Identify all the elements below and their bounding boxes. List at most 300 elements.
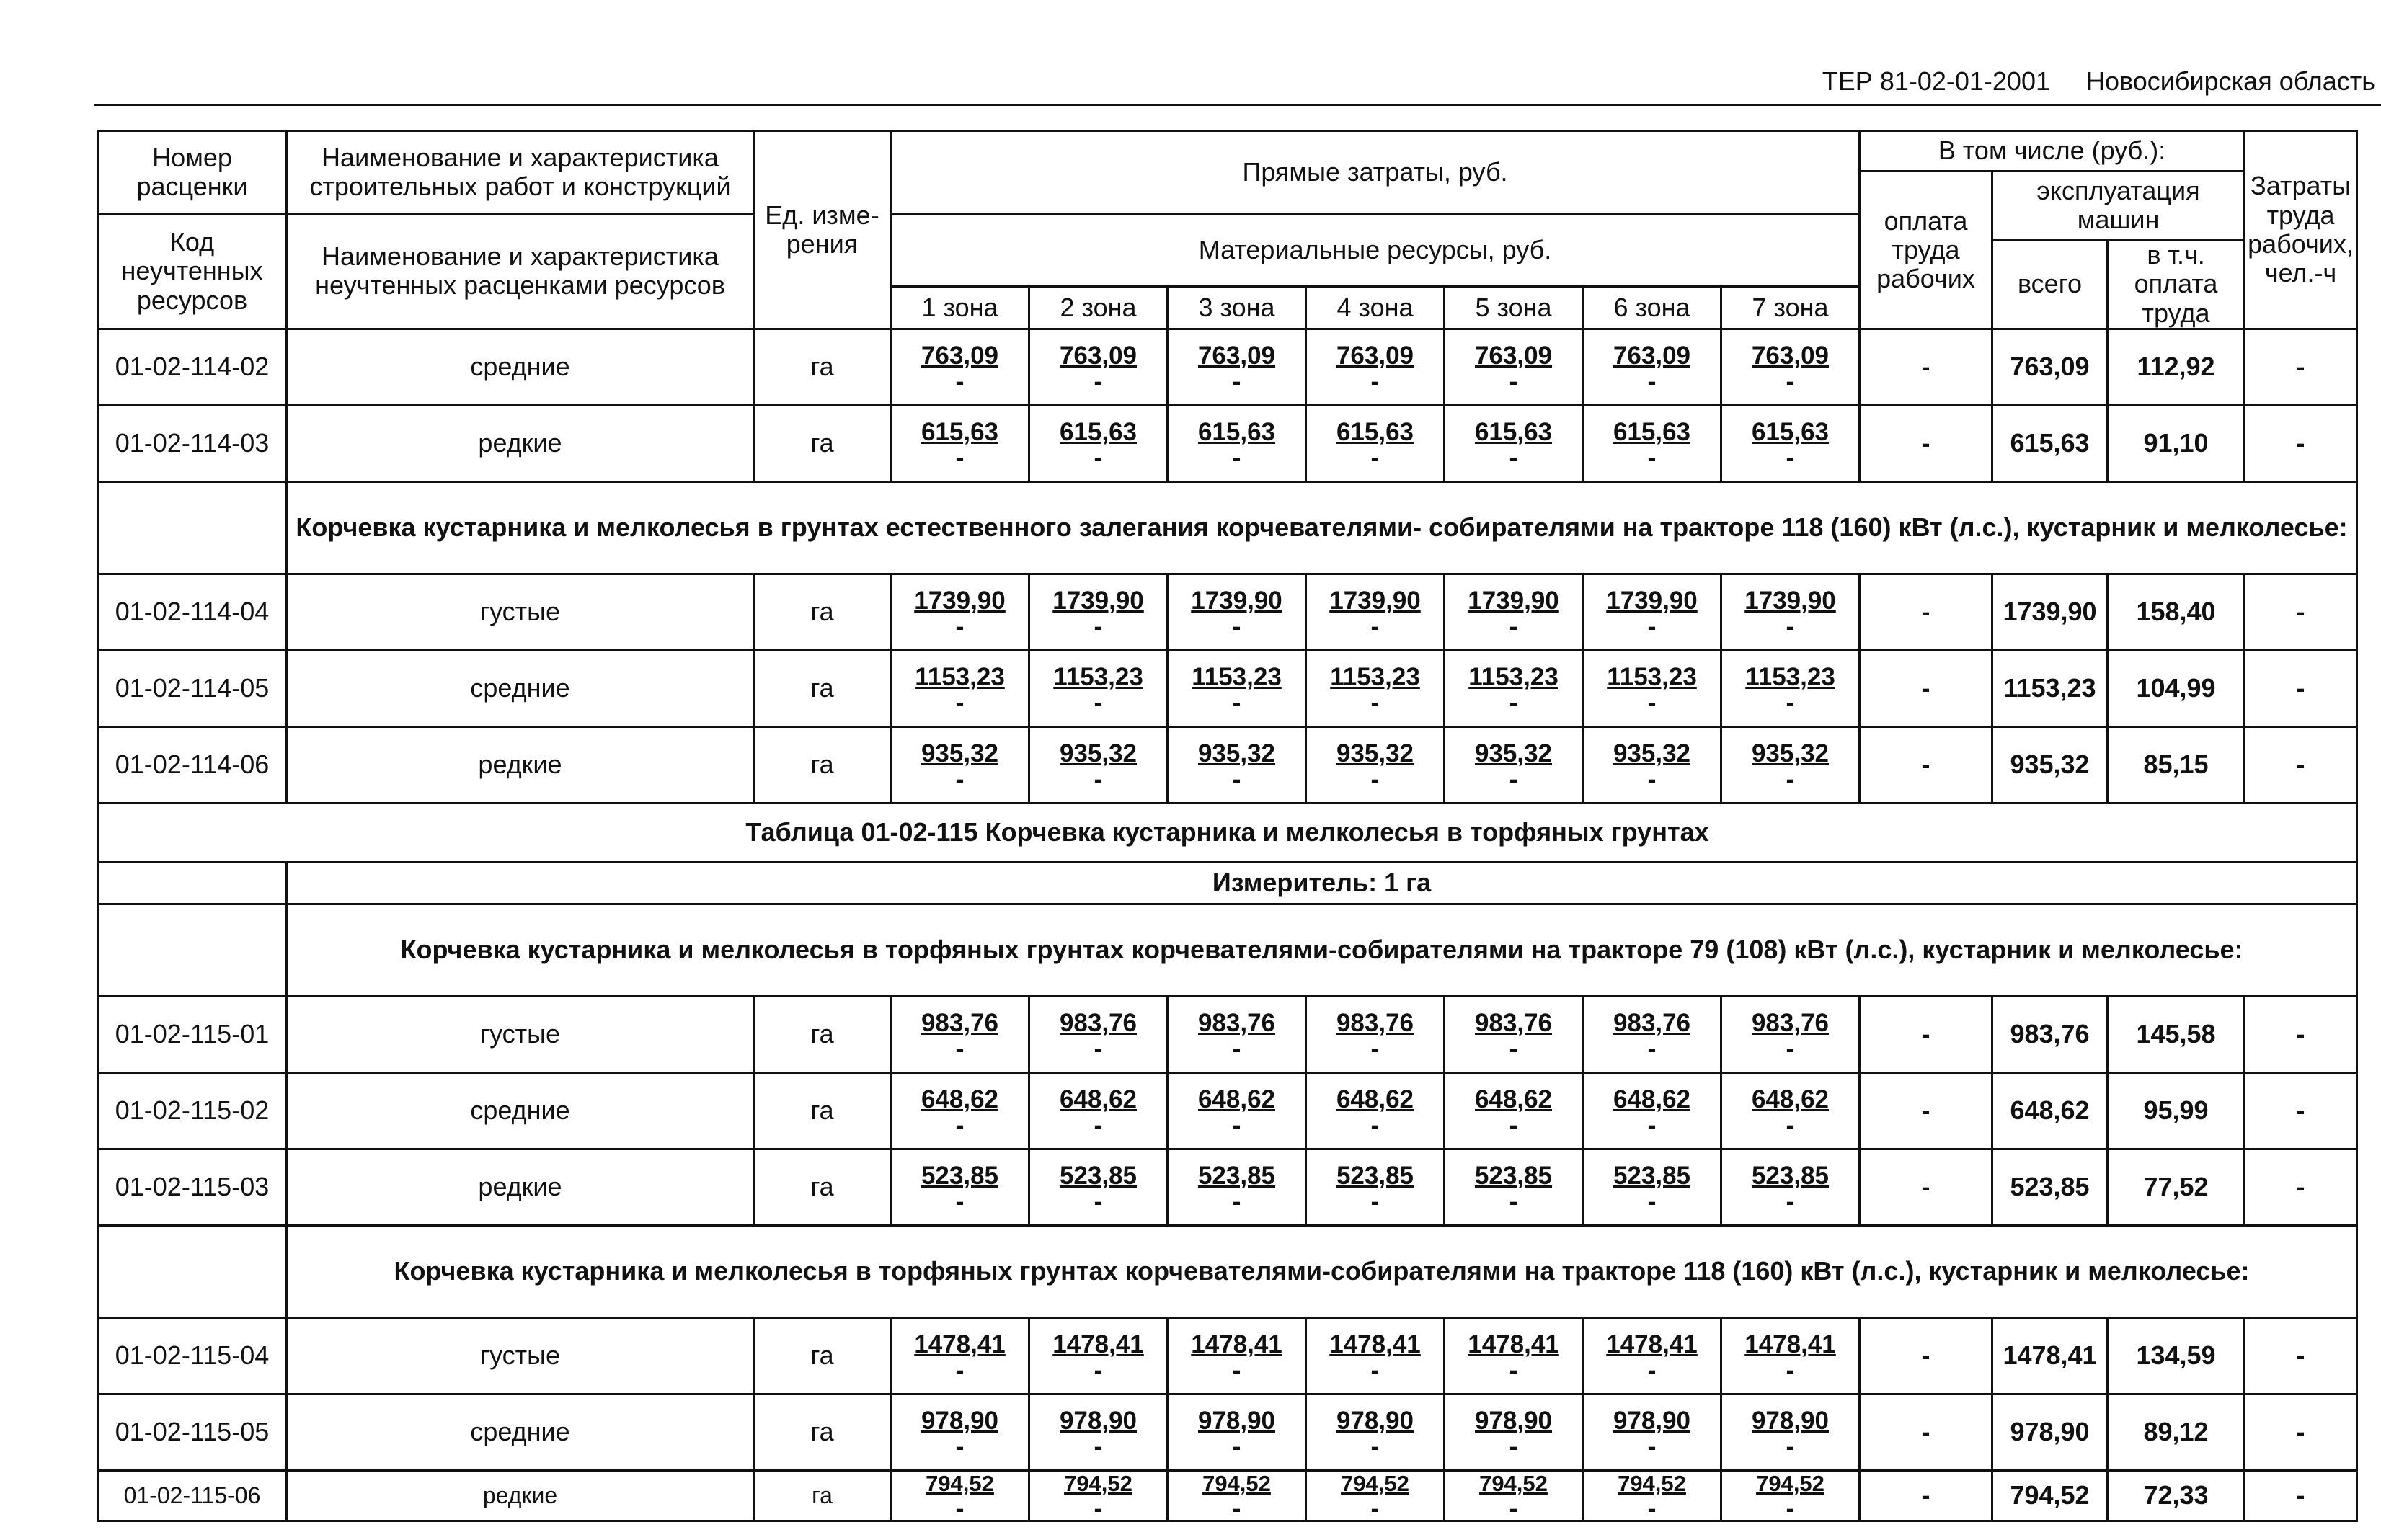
zone-materials-dash: - [1786,1033,1795,1063]
zone-4-cost [1306,1317,1445,1394]
zone-value: 983,76 [1059,1008,1138,1037]
zone-value: 523,85 [1197,1161,1276,1190]
zone-value: 935,32 [1751,739,1830,767]
labor-pay-value: - [1860,650,1992,726]
rate-name: редкие [287,405,754,481]
zone-1-cost [891,650,1029,726]
zone-1-cost [891,726,1029,803]
header-resource-name: Наименование и характеристика неучтенных расценками ресурсов [287,214,754,329]
header-labor-costs: Затраты труда рабочих, чел.-ч [2245,131,2357,329]
zone-value: 763,09 [1197,341,1276,370]
zone-6-cost [1583,726,1721,803]
rate-unit: га [754,1149,891,1225]
zone-materials-dash: - [1647,365,1657,396]
zone-materials-dash: - [1647,1033,1657,1063]
zone-materials-dash: - [1370,1354,1380,1384]
rate-unit: га [754,1317,891,1394]
zone-6-cost [1583,650,1721,726]
zone-5-cost [1445,1072,1583,1149]
zone-7-cost [1721,1149,1860,1225]
zone-materials-dash: - [1786,1109,1795,1139]
zone-materials-dash: - [1232,1354,1241,1384]
machines-pay-value: 72,33 [2108,1470,2245,1521]
table-row [98,1317,2357,1394]
table-row [98,1394,2357,1470]
machines-pay-value: 104,99 [2108,650,2245,726]
zone-materials-dash: - [1370,1492,1380,1523]
zone-materials-dash: - [955,610,965,641]
header-machines-pay: в т.ч. оплата труда [2108,240,2245,329]
zone-value: 615,63 [1336,417,1414,446]
header-unit: Ед. изме- рения [754,131,891,329]
zone-materials-dash: - [1647,1354,1657,1384]
zone-materials-dash: - [1232,687,1241,717]
zone-materials-dash: - [1647,610,1657,641]
zone-value: 523,85 [1336,1161,1414,1190]
table-row [98,1149,2357,1225]
zone-materials-dash: - [1509,687,1518,717]
machines-pay-value: 158,40 [2108,574,2245,650]
zone-value: 1739,90 [1606,586,1698,615]
zone-materials-dash: - [1509,365,1518,396]
labor-pay-value: - [1860,1072,1992,1149]
header-direct-costs: Прямые затраты, руб. [891,131,1860,214]
zone-materials-dash: - [1094,610,1103,641]
zone-materials-dash: - [1094,1109,1103,1139]
zone-value: 648,62 [1059,1085,1138,1113]
zone-materials-dash: - [1370,687,1380,717]
zone-value: 794,52 [1479,1470,1548,1496]
zone-2-cost [1029,574,1168,650]
zone-materials-dash: - [1509,1354,1518,1384]
zone-materials-dash: - [1786,1430,1795,1461]
zone-2-cost [1029,329,1168,405]
zone-value: 935,32 [1197,739,1276,767]
zone-value: 1739,90 [1468,586,1559,615]
labor-pay-value: - [1860,1149,1992,1225]
machines-pay-value: 145,58 [2108,996,2245,1072]
labor-cost-value: - [2245,1072,2357,1149]
zone-materials-dash: - [1232,365,1241,396]
labor-pay-value: - [1860,574,1992,650]
zone-value: 523,85 [1474,1161,1553,1190]
zone-6-cost [1583,1072,1721,1149]
header-zone-1: 1 зона [891,287,1029,329]
zone-5-cost [1445,1394,1583,1470]
zone-materials-dash: - [1509,1109,1518,1139]
zone-5-cost [1445,650,1583,726]
zone-value: 794,52 [926,1470,994,1496]
zone-value: 1153,23 [1192,662,1282,691]
zone-value: 794,52 [1618,1470,1686,1496]
zone-materials-dash: - [1232,610,1241,641]
zone-1-cost [891,1072,1029,1149]
zone-materials-dash: - [955,1185,965,1216]
zone-6-cost [1583,1470,1721,1521]
header-including: В том числе (руб.): [1860,131,2245,172]
zone-2-cost [1029,1149,1168,1225]
zone-materials-dash: - [1509,610,1518,641]
measure-row [98,862,2357,904]
zone-materials-dash: - [1647,1492,1657,1523]
zone-materials-dash: - [1232,1109,1241,1139]
zone-1-cost [891,1394,1029,1470]
zone-value: 1739,90 [1052,586,1144,615]
header-zone-7: 7 зона [1721,287,1860,329]
zone-materials-dash: - [955,442,965,472]
rate-name: редкие [287,1149,754,1225]
labor-cost-value: - [2245,1149,2357,1225]
zone-5-cost [1445,726,1583,803]
header-number: Номер расценки [98,131,287,214]
zone-value: 1478,41 [1606,1330,1698,1358]
zone-materials-dash: - [1232,1430,1241,1461]
zone-4-cost [1306,1072,1445,1149]
table-row [98,574,2357,650]
zone-materials-dash: - [1786,687,1795,717]
rate-code: 01-02-115-01 [98,996,287,1072]
zone-4-cost [1306,650,1445,726]
zone-value: 983,76 [1197,1008,1276,1037]
zone-1-cost [891,329,1029,405]
labor-pay-value: - [1860,329,1992,405]
zone-value: 935,32 [1059,739,1138,767]
machines-total-value: 1153,23 [1992,650,2108,726]
zone-value: 763,09 [1613,341,1691,370]
zone-value: 615,63 [921,417,999,446]
zone-3-cost [1168,1072,1306,1149]
zone-materials-dash: - [1094,763,1103,793]
zone-materials-dash: - [1094,1354,1103,1384]
rate-unit: га [754,405,891,481]
zone-value: 978,90 [1197,1406,1276,1435]
machines-total-value: 1739,90 [1992,574,2108,650]
zone-value: 648,62 [1474,1085,1553,1113]
rate-unit: га [754,329,891,405]
zone-2-cost [1029,405,1168,481]
machines-total-value: 763,09 [1992,329,2108,405]
zone-value: 978,90 [1751,1406,1830,1435]
zone-3-cost [1168,996,1306,1072]
zone-materials-dash: - [1370,442,1380,472]
zone-materials-dash: - [1647,687,1657,717]
rate-unit: га [754,996,891,1072]
zone-materials-dash: - [1094,687,1103,717]
zone-value: 978,90 [1059,1406,1138,1435]
rate-name: средние [287,329,754,405]
zone-1-cost [891,1470,1029,1521]
zone-materials-dash: - [1786,1492,1795,1523]
machines-pay-value: 85,15 [2108,726,2245,803]
zone-materials-dash: - [1509,442,1518,472]
zone-materials-dash: - [955,687,965,717]
zone-value: 615,63 [1751,417,1830,446]
zone-5-cost [1445,329,1583,405]
measure-code-cell [98,862,287,904]
zone-3-cost [1168,1470,1306,1521]
header-zone-3: 3 зона [1168,287,1306,329]
labor-pay-value: - [1860,1394,1992,1470]
labor-cost-value: - [2245,405,2357,481]
zone-value: 648,62 [1336,1085,1414,1113]
zone-7-cost [1721,405,1860,481]
zone-value: 935,32 [921,739,999,767]
zone-value: 1739,90 [1329,586,1421,615]
doc-code: ТЕР 81-02-01-2001 [1822,66,2050,96]
zone-3-cost [1168,1317,1306,1394]
zone-3-cost [1168,329,1306,405]
zone-materials-dash: - [1509,1430,1518,1461]
zone-value: 1153,23 [1468,662,1558,691]
labor-pay-value: - [1860,996,1992,1072]
zone-value: 1153,23 [1745,662,1835,691]
header-zone-6: 6 зона [1583,287,1721,329]
machines-pay-value: 89,12 [2108,1394,2245,1470]
rate-unit: га [754,726,891,803]
zone-materials-dash: - [955,1354,965,1384]
header-zone-4: 4 зона [1306,287,1445,329]
zone-value: 1478,41 [914,1330,1006,1358]
rate-name: средние [287,1072,754,1149]
machines-total-value: 983,76 [1992,996,2108,1072]
machines-total-value: 648,62 [1992,1072,2108,1149]
zone-value: 935,32 [1336,739,1414,767]
labor-cost-value: - [2245,1317,2357,1394]
table-title-row [98,803,2357,862]
labor-cost-value: - [2245,650,2357,726]
zone-5-cost [1445,1470,1583,1521]
zone-7-cost [1721,996,1860,1072]
zone-materials-dash: - [955,1430,965,1461]
zone-5-cost [1445,1149,1583,1225]
zone-value: 523,85 [1059,1161,1138,1190]
zone-value: 763,09 [1059,341,1138,370]
zone-5-cost [1445,405,1583,481]
section-title: Корчевка кустарника и мелколесья в грунтах естественного залегания корчевателями- собирателями на тракторе 118 (160) кВт (л.с.), кустарник и мелколесье: [287,481,2357,574]
zone-1-cost [891,1149,1029,1225]
table-row [98,996,2357,1072]
zone-2-cost [1029,1317,1168,1394]
zone-7-cost [1721,650,1860,726]
machines-total-value: 1478,41 [1992,1317,2108,1394]
zone-3-cost [1168,650,1306,726]
zone-2-cost [1029,726,1168,803]
zone-materials-dash: - [1786,1185,1795,1216]
zone-6-cost [1583,405,1721,481]
zone-4-cost [1306,1149,1445,1225]
header-machines: эксплуатация машин [1992,172,2245,240]
rate-unit: га [754,1394,891,1470]
zone-value: 983,76 [1751,1008,1830,1037]
zone-value: 794,52 [1756,1470,1824,1496]
zone-1-cost [891,574,1029,650]
section-code-cell [98,481,287,574]
zone-materials-dash: - [1094,365,1103,396]
zone-materials-dash: - [1232,763,1241,793]
zone-materials-dash: - [1370,763,1380,793]
zone-value: 615,63 [1197,417,1276,446]
rate-code: 01-02-115-02 [98,1072,287,1149]
zone-materials-dash: - [1647,1109,1657,1139]
labor-cost-value: - [2245,1470,2357,1521]
zone-value: 983,76 [921,1008,999,1037]
labor-pay-value: - [1860,405,1992,481]
zone-7-cost [1721,1394,1860,1470]
zone-7-cost [1721,574,1860,650]
zone-materials-dash: - [1094,1492,1103,1523]
rate-name: густые [287,1317,754,1394]
zone-6-cost [1583,574,1721,650]
zone-value: 983,76 [1336,1008,1414,1037]
labor-cost-value: - [2245,726,2357,803]
zone-materials-dash: - [1232,1185,1241,1216]
zone-value: 983,76 [1613,1008,1691,1037]
zone-value: 1739,90 [1744,586,1836,615]
zone-5-cost [1445,574,1583,650]
rate-name: густые [287,574,754,650]
rate-unit: га [754,1072,891,1149]
zone-value: 794,52 [1064,1470,1132,1496]
zone-value: 615,63 [1613,417,1691,446]
section-code-cell [98,904,287,996]
zone-materials-dash: - [1786,1354,1795,1384]
zone-4-cost [1306,574,1445,650]
zone-value: 983,76 [1474,1008,1553,1037]
zone-value: 1153,23 [1607,662,1697,691]
header-machines-total: всего [1992,240,2108,329]
zone-value: 648,62 [1613,1085,1691,1113]
zone-6-cost [1583,1317,1721,1394]
zone-value: 1153,23 [915,662,1005,691]
header-zone-5: 5 зона [1445,287,1583,329]
zone-2-cost [1029,650,1168,726]
zone-value: 1478,41 [1468,1330,1559,1358]
labor-cost-value: - [2245,1394,2357,1470]
zone-value: 794,52 [1202,1470,1271,1496]
running-header [1822,66,2375,97]
zone-materials-dash: - [1509,1033,1518,1063]
zone-value: 763,09 [921,341,999,370]
table-row [98,650,2357,726]
table-row [98,1072,2357,1149]
zone-materials-dash: - [1094,442,1103,472]
zone-6-cost [1583,329,1721,405]
zone-1-cost [891,1317,1029,1394]
labor-pay-value: - [1860,726,1992,803]
zone-value: 648,62 [1751,1085,1830,1113]
machines-pay-value: 134,59 [2108,1317,2245,1394]
zone-materials-dash: - [1786,763,1795,793]
zone-1-cost [891,996,1029,1072]
zone-4-cost [1306,1470,1445,1521]
zone-materials-dash: - [1370,1033,1380,1063]
zone-value: 523,85 [1613,1161,1691,1190]
zone-4-cost [1306,329,1445,405]
zone-2-cost [1029,996,1168,1072]
machines-total-value: 615,63 [1992,405,2108,481]
zone-materials-dash: - [1370,1109,1380,1139]
zone-value: 763,09 [1336,341,1414,370]
machines-total-value: 523,85 [1992,1149,2108,1225]
zone-materials-dash: - [955,1109,965,1139]
zone-materials-dash: - [1094,1033,1103,1063]
zone-value: 1478,41 [1744,1330,1836,1358]
zone-materials-dash: - [955,1033,965,1063]
zone-value: 978,90 [1613,1406,1691,1435]
zone-3-cost [1168,726,1306,803]
zone-7-cost [1721,1470,1860,1521]
zone-materials-dash: - [1647,442,1657,472]
rate-unit: га [754,1470,891,1521]
zone-6-cost [1583,1394,1721,1470]
zone-4-cost [1306,996,1445,1072]
section-code-cell [98,1225,287,1317]
table-row [98,1470,2357,1521]
machines-pay-value: 77,52 [2108,1149,2245,1225]
zone-value: 648,62 [1197,1085,1276,1113]
table-title: Таблица 01-02-115 Корчевка кустарника и мелколесья в торфяных грунтах [98,803,2357,862]
header-resource-code: Код неучтенных ресурсов [98,214,287,329]
zone-materials-dash: - [1509,763,1518,793]
zone-7-cost [1721,726,1860,803]
zone-materials-dash: - [1509,1492,1518,1523]
zone-3-cost [1168,1149,1306,1225]
zone-materials-dash: - [1647,1430,1657,1461]
zone-value: 1478,41 [1329,1330,1421,1358]
rate-unit: га [754,574,891,650]
zone-materials-dash: - [1647,763,1657,793]
rate-code: 01-02-114-05 [98,650,287,726]
table-row [98,329,2357,405]
rate-code: 01-02-114-02 [98,329,287,405]
zone-1-cost [891,405,1029,481]
zone-value: 615,63 [1059,417,1138,446]
section-title: Корчевка кустарника и мелколесья в торфяных грунтах корчевателями-собирателями на тракторе 118 (160) кВт (л.с.), кустарник и мелколесье: [287,1225,2357,1317]
rate-name: редкие [287,726,754,803]
zone-value: 1478,41 [1191,1330,1282,1358]
rate-unit: га [754,650,891,726]
zone-materials-dash: - [1094,1430,1103,1461]
zone-materials-dash: - [1232,1492,1241,1523]
zone-materials-dash: - [1786,365,1795,396]
zone-value: 935,32 [1474,739,1553,767]
header-labor-pay: оплата труда рабочих [1860,172,1992,329]
zone-materials-dash: - [1786,610,1795,641]
zone-value: 523,85 [921,1161,999,1190]
zone-value: 1478,41 [1052,1330,1144,1358]
table-row [98,726,2357,803]
zone-materials-dash: - [1647,1185,1657,1216]
zone-2-cost [1029,1394,1168,1470]
measure-unit: Измеритель: 1 га [287,862,2357,904]
zone-6-cost [1583,1149,1721,1225]
rate-code: 01-02-115-04 [98,1317,287,1394]
zone-materials-dash: - [955,763,965,793]
zone-materials-dash: - [1370,610,1380,641]
zone-6-cost [1583,996,1721,1072]
zone-5-cost [1445,996,1583,1072]
zone-value: 978,90 [1474,1406,1553,1435]
header-materials: Материальные ресурсы, руб. [891,214,1860,287]
zone-4-cost [1306,405,1445,481]
zone-7-cost [1721,1072,1860,1149]
machines-total-value: 935,32 [1992,726,2108,803]
section-row [98,1225,2357,1317]
rate-name: средние [287,1394,754,1470]
zone-materials-dash: - [955,1492,965,1523]
machines-total-value: 978,90 [1992,1394,2108,1470]
zone-value: 978,90 [1336,1406,1414,1435]
